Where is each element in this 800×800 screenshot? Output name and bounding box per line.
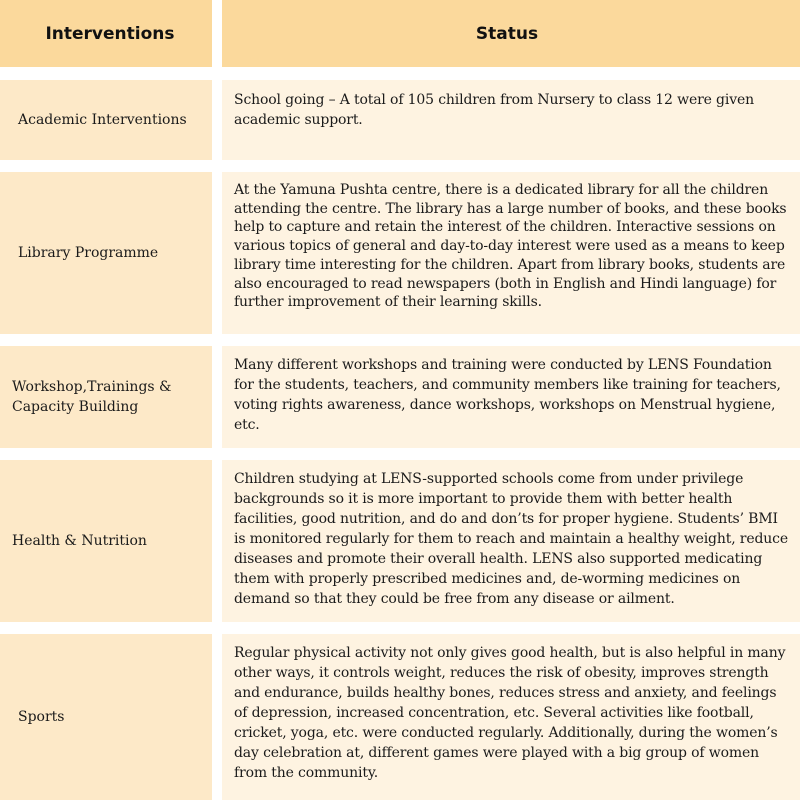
status-text: Children studying at LENS-supported schools come from under privilege backgrounds so it is more important to provide them with better health facilities, good nutrition, and do and don’ts for proper hygiene. Students’ BMI is monitored regularly for them to reach and maintain a healthy weight, reduce diseases and promote their overall health. LENS also supported medicating them with properly prescribed medicines and, de-worming medicines on demand so that they could be free from any disease or ailment. <box>234 471 788 607</box>
status-workshop <box>222 346 800 448</box>
status-academic <box>222 80 800 160</box>
intervention-academic <box>0 80 212 160</box>
status-sports <box>222 634 800 800</box>
status-health <box>222 460 800 622</box>
status-text: At the Yamuna Pushta centre, there is a dedicated library for all the children attending the centre. The library has a large number of books, and these books help to capture and retain the interest of the children. Interactive sessions on various topics of general and day-to-day interest were used as a means to keep library time interesting for the children. Apart from library books, students are also encouraged to read newspapers (both in English and Hindi language) for further improvement of their learning skills. <box>234 182 787 311</box>
intervention-library <box>0 172 212 334</box>
status-text: Regular physical activity not only gives good health, but is also helpful in many other ways, it controls weight, reduces the risk of obesity, improves strength and endurance, builds healthy bones, reduces stress and anxiety, and feelings of depression, increased concentration, etc. Several activities like football, cricket, yoga, etc. were conducted regularly. Additionally, during the women’s day celebration at, different games were played with a big group of women from the community. <box>234 645 786 781</box>
status-text: School going – A total of 105 children from Nursery to class 12 were given academic support. <box>234 92 754 128</box>
intervention-label: Library Programme <box>18 245 159 261</box>
intervention-sports <box>0 634 212 800</box>
intervention-workshop <box>0 346 212 448</box>
intervention-label: Workshop,Trainings & Capacity Building <box>12 379 172 415</box>
header-interventions: Interventions <box>0 0 212 67</box>
status-text: Many different workshops and training were conducted by LENS Foundation for the students, teachers, and community members like training for teachers, voting rights awareness, dance workshops, workshops on Menstrual hygiene, etc. <box>234 357 781 433</box>
intervention-label: Health & Nutrition <box>12 533 147 549</box>
intervention-label: Academic Interventions <box>18 112 187 128</box>
header-status: Status <box>222 0 800 67</box>
status-library <box>222 172 800 334</box>
intervention-health <box>0 460 212 622</box>
intervention-label: Sports <box>18 709 65 725</box>
